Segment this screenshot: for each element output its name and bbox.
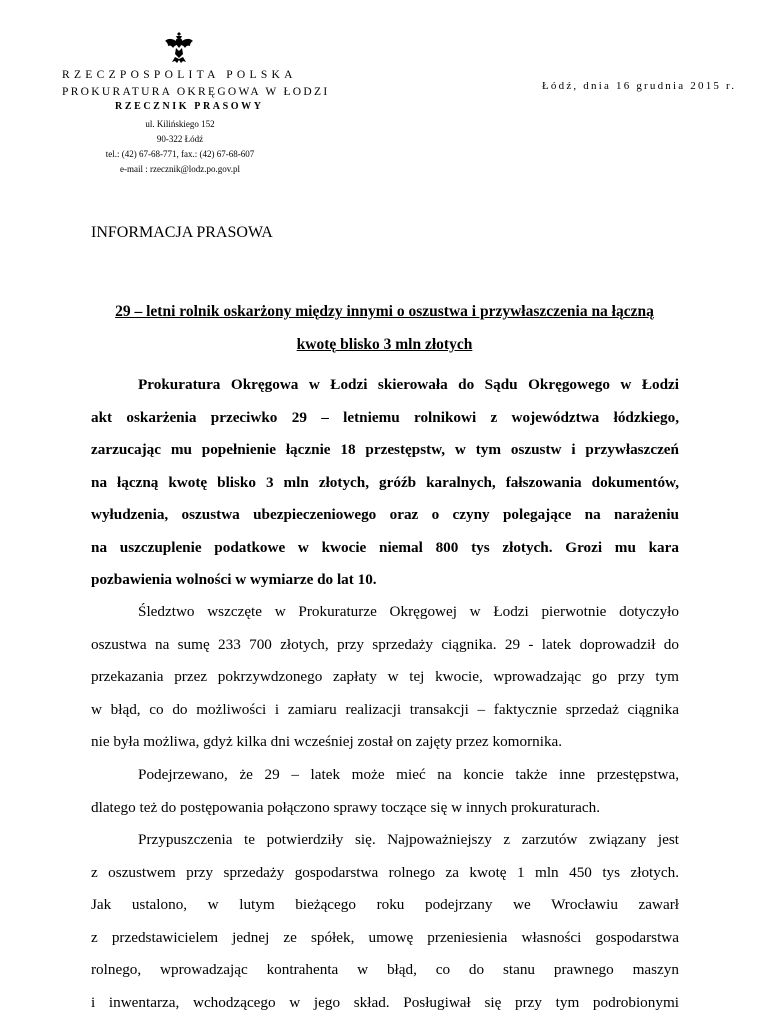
body-line: rolnego, wprowadzając kontrahenta w błąd, co do stanu prawnego maszyn — [91, 954, 679, 987]
body-line: dlatego też do postępowania połączono sprawy toczące się w innych prokuraturach. — [91, 792, 679, 825]
eagle-emblem-icon — [164, 30, 194, 66]
body-line: z przedstawicielem jednej ze spółek, umowę przeniesienia własności gospodarstwa — [91, 922, 679, 955]
lead-line: na uszczuplenie podatkowe w kwocie niemal 800 tys złotych. Grozi mu kara — [91, 532, 679, 565]
lead-paragraph — [91, 369, 679, 597]
body-line: oszustwa na sumę 233 700 złotych, przy sprzedaży ciągnika. 29 - latek doprowadził do — [91, 629, 679, 662]
lead-line: na łączną kwotę blisko 3 mln złotych, gróźb karalnych, fałszowania dokumentów, — [91, 467, 679, 500]
body-paragraph-3 — [91, 824, 679, 1019]
lead-line: pozbawienia wolności w wymiarze do lat 10. — [91, 564, 679, 597]
lead-line: wyłudzenia, oszustwa ubezpieczeniowego oraz o czyny polegające na narażeniu — [91, 499, 679, 532]
document-title — [91, 295, 678, 361]
address-city: 90-322 Łódź — [60, 132, 300, 147]
lead-line: akt oskarżenia przeciwko 29 – letniemu rolnikowi z województwa łódzkiego, — [91, 402, 679, 435]
lead-line: Prokuratura Okręgowa w Łodzi skierowała do Sądu Okręgowego w Łodzi — [91, 369, 679, 402]
institution-line-3: RZECZNIK PRASOWY — [115, 101, 264, 112]
body-line: w błąd, co do możliwości i zamiaru realizacji transakcji – faktycznie sprzedaż ciągnika — [91, 694, 679, 727]
institution-line-1: RZECZPOSPOLITA POLSKA — [62, 69, 297, 81]
body-line: Podejrzewano, że 29 – latek może mieć na koncie także inne przestępstwa, — [91, 759, 679, 792]
address-phone: tel.: (42) 67-68-771, fax.: (42) 67-68-607 — [60, 147, 300, 162]
body-line: Jak ustalono, w lutym bieżącego roku podejrzany we Wrocławiu zawarł — [91, 889, 679, 922]
body-line: nie była możliwa, gdyż kilka dni wcześniej został on zajęty przez komornika. — [91, 726, 679, 759]
body-paragraph-2 — [91, 759, 679, 824]
body-line: przekazania przez pokrzywdzonego zapłaty w tej kwocie, wprowadzając go przy tym — [91, 661, 679, 694]
address-email: e-mail : rzecznik@lodz.po.gov.pl — [60, 162, 300, 177]
address-street: ul. Kilińskiego 152 — [60, 117, 300, 132]
body-line: Przypuszczenia te potwierdziły się. Najpoważniejszy z zarzutów związany jest — [91, 824, 679, 857]
body-line: i inwentarza, wchodzącego w jego skład. Posługiwał się przy tym podrobionymi — [91, 987, 679, 1019]
institution-line-2: PROKURATURA OKRĘGOWA W ŁODZI — [62, 86, 329, 98]
title-line: 29 – letni rolnik oskarżony między innymi o oszustwa i przywłaszczenia na łączną — [91, 295, 678, 328]
body-paragraph-1 — [91, 596, 679, 759]
lead-line: zarzucając mu popełnienie łącznie 18 przestępstw, w tym oszustw i przywłaszczeń — [91, 434, 679, 467]
document-heading: INFORMACJA PRASOWA — [91, 224, 273, 242]
body-line: Śledztwo wszczęte w Prokuraturze Okręgowej w Łodzi pierwotnie dotyczyło — [91, 596, 679, 629]
date-line: Łódź, dnia 16 grudnia 2015 r. — [542, 80, 736, 92]
body-line: z oszustwem przy sprzedaży gospodarstwa rolnego za kwotę 1 mln 450 tys złotych. — [91, 857, 679, 890]
title-line: kwotę blisko 3 mln złotych — [91, 328, 678, 361]
